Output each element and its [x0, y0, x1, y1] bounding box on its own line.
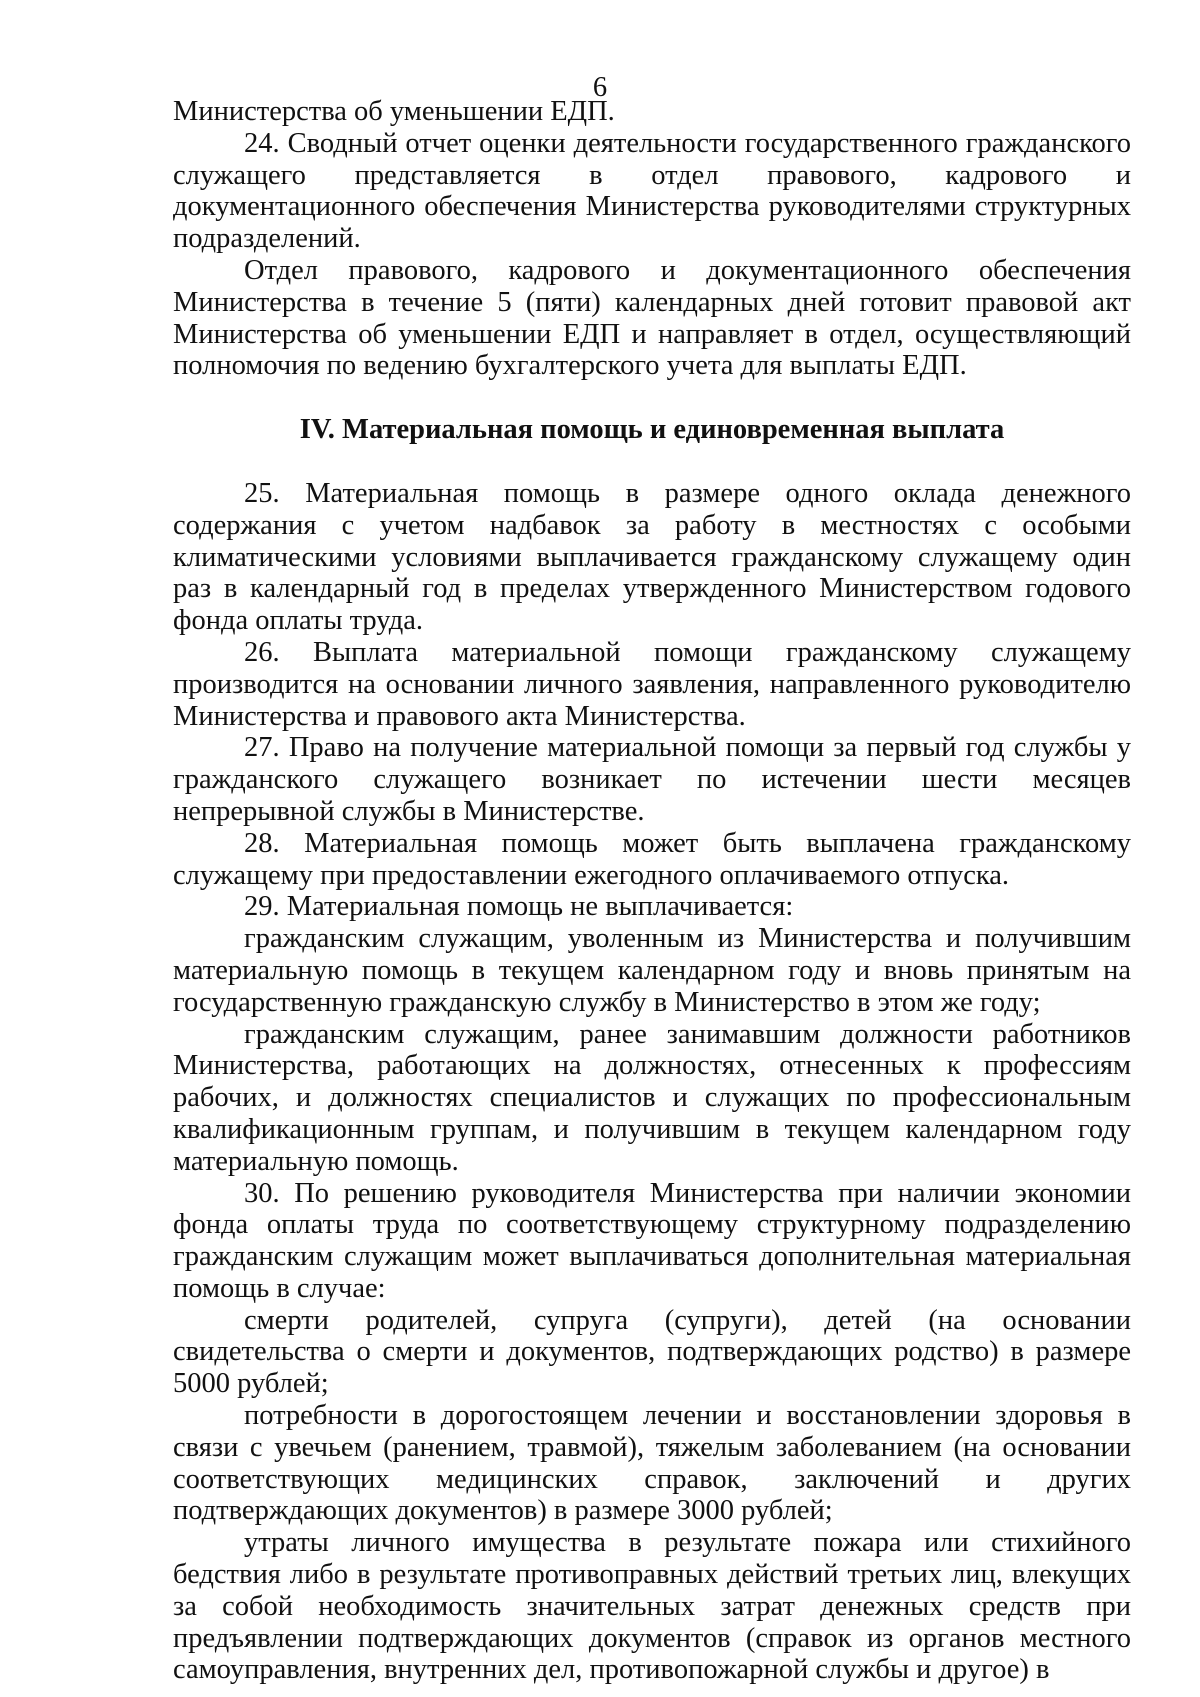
paragraph-continuation: Министерства об уменьшении ЕДП.	[173, 96, 615, 127]
paragraph-25: 25. Материальная помощь в размере одного оклада денежного содержания с учетом надбавок за работу в местностях с особыми климатическими условиями выплачивается гражданскому служащему один раз в календарный год в пределах утвержденного Министерством годового фонда оплаты труда.	[173, 477, 1131, 637]
paragraph-24: 24. Сводный отчет оценки деятельности государственного гражданского служащего представляется в отдел правового, кадрового и документационного обеспечения Министерства руководителями структурных подразделений.	[173, 127, 1131, 255]
list-item: гражданским служащим, ранее занимавшим должности работников Министерства, работающих на должностях, отнесенных к профессиям рабочих, и должностях специалистов и служащих по профессиональным квалификационным группам, и получившим в текущем календарном году материальную помощь.	[173, 1018, 1131, 1177]
paragraph-26: 26. Выплата материальной помощи гражданскому служащему производится на основании личного заявления, направленного руководителю Министерства и правового акта Министерства.	[173, 636, 1131, 732]
list-item: смерти родителей, супруга (супруги), детей (на основании свидетельства о смерти и документов, подтверждающих родство) в размере 5000 рублей;	[173, 1304, 1131, 1400]
paragraph-24-cont: Отдел правового, кадрового и документационного обеспечения Министерства в течение 5 (пяти) календарных дней готовит правовой акт Министерства об уменьшении ЕДП и направляет в отдел, осуществляющий полномочия по ведению бухгалтерского учета для выплаты ЕДП.	[173, 254, 1131, 382]
paragraph-29: 29. Материальная помощь не выплачивается:	[244, 891, 794, 923]
paragraph-30: 30. По решению руководителя Министерства при наличии экономии фонда оплаты труда по соответствующему структурному подразделению гражданским служащим может выплачиваться дополнительная материальная помощь в случае:	[173, 1177, 1131, 1304]
paragraph-28: 28. Материальная помощь может быть выплачена гражданскому служащему при предоставлении ежегодного оплачиваемого отпуска.	[173, 827, 1131, 891]
list-item: потребности в дорогостоящем лечении и восстановлении здоровья в связи с увечьем (ранением, травмой), тяжелым заболеванием (на основании соответствующих медицинских справок, заключений и других подтверждающих документов) в размере 3000 рублей;	[173, 1400, 1131, 1527]
paragraph-27: 27. Право на получение материальной помощи за первый год службы у гражданского служащего возникает по истечении шести месяцев непрерывной службы в Министерстве.	[173, 732, 1131, 827]
section-heading: IV. Материальная помощь и единовременная выплата	[299, 414, 1005, 446]
page-number: 6	[592, 72, 608, 103]
list-item: утраты личного имущества в результате пожара или стихийного бедствия либо в результате противоправных действий третьих лиц, влекущих за собой необходимость значительных затрат денежных средств при предъявлении подтверждающих документов (справок из органов местного самоуправления, внутренних дел, противопожарной службы и другое) в	[173, 1527, 1131, 1686]
list-item: гражданским служащим, уволенным из Министерства и получившим материальную помощь в текущем календарном году и вновь принятым на государственную гражданскую службу в Министерство в этом же году;	[173, 923, 1131, 1018]
document-body	[173, 96, 1131, 1686]
